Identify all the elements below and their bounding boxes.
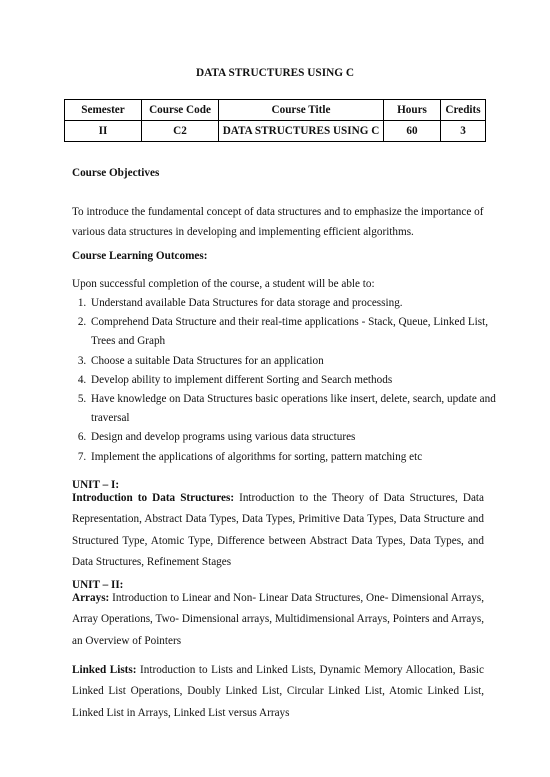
outcomes-intro: Upon successful completion of the course, a student will be able to:	[72, 278, 375, 290]
unit-2-linked-lists	[72, 660, 484, 724]
unit-2-arrays-topic: Arrays:	[72, 592, 110, 604]
header-hours: Hours	[384, 100, 441, 121]
cell-hours: 60	[384, 121, 441, 142]
header-semester: Semester	[65, 100, 142, 121]
objectives-text: To introduce the fundamental concept of data structures and to emphasize the importance of various data structures in developing and implementing efficient algorithms.	[72, 206, 484, 238]
outcomes-heading: Course Learning Outcomes:	[72, 250, 208, 262]
cell-credits: 3	[441, 121, 486, 142]
page-title: DATA STRUCTURES USING C	[195, 67, 355, 79]
cell-course-code: C2	[142, 121, 219, 142]
list-item: 3. Choose a suitable Data Structures for an application	[89, 352, 509, 371]
table-header-row	[65, 100, 486, 121]
header-credits: Credits	[441, 100, 486, 121]
unit-2-arrays	[72, 588, 484, 652]
outcomes-list	[72, 294, 509, 467]
unit-2-title: UNIT – II:	[72, 579, 124, 591]
course-info-table	[64, 99, 486, 142]
list-item: 2. Comprehend Data Structure and their real-time applications - Stack, Queue, Linked List, Trees and Graph	[89, 313, 509, 351]
objectives-heading: Course Objectives	[72, 167, 160, 179]
header-course-code: Course Code	[142, 100, 219, 121]
table-row	[65, 121, 486, 142]
list-item: 5. Have knowledge on Data Structures basic operations like insert, delete, search, update and traversal	[89, 390, 509, 428]
unit-1-body	[72, 488, 484, 573]
header-course-title: Course Title	[219, 100, 384, 121]
unit-2-arrays-text: Introduction to Linear and Non- Linear Data Structures, One- Dimensional Arrays, Array Operations, Two- Dimensional arrays, Multidimensional Arrays, Pointers and Arrays, an Overview of Pointers	[72, 592, 484, 647]
unit-1-title: UNIT – I:	[72, 479, 120, 491]
cell-semester: II	[65, 121, 142, 142]
list-item: 6. Design and develop programs using various data structures	[89, 428, 509, 447]
unit-1-topic: Introduction to Data Structures:	[72, 492, 235, 504]
list-item: 4. Develop ability to implement different Sorting and Search methods	[89, 371, 509, 390]
list-item: 1. Understand available Data Structures for data storage and processing.	[89, 294, 509, 313]
unit-2-linked-lists-topic: Linked Lists:	[72, 664, 137, 676]
unit-2-linked-lists-text: Introduction to Lists and Linked Lists, Dynamic Memory Allocation, Basic Linked List Operations, Doubly Linked List, Circular Linked List, Atomic Linked List, Linked List in Arrays, Linked List versus Arrays	[72, 664, 484, 719]
unit-1-text: Introduction to the Theory of Data Structures, Data Representation, Abstract Data Types, Data Types, Primitive Data Types, Data Structure and Structured Type, Atomic Type, Difference between Abstract Data Types, Data Types, and Data Structures, Refinement Stages	[72, 492, 484, 568]
list-item: 7. Implement the applications of algorithms for sorting, pattern matching etc	[89, 448, 509, 467]
cell-course-title: DATA STRUCTURES USING C	[219, 121, 384, 142]
